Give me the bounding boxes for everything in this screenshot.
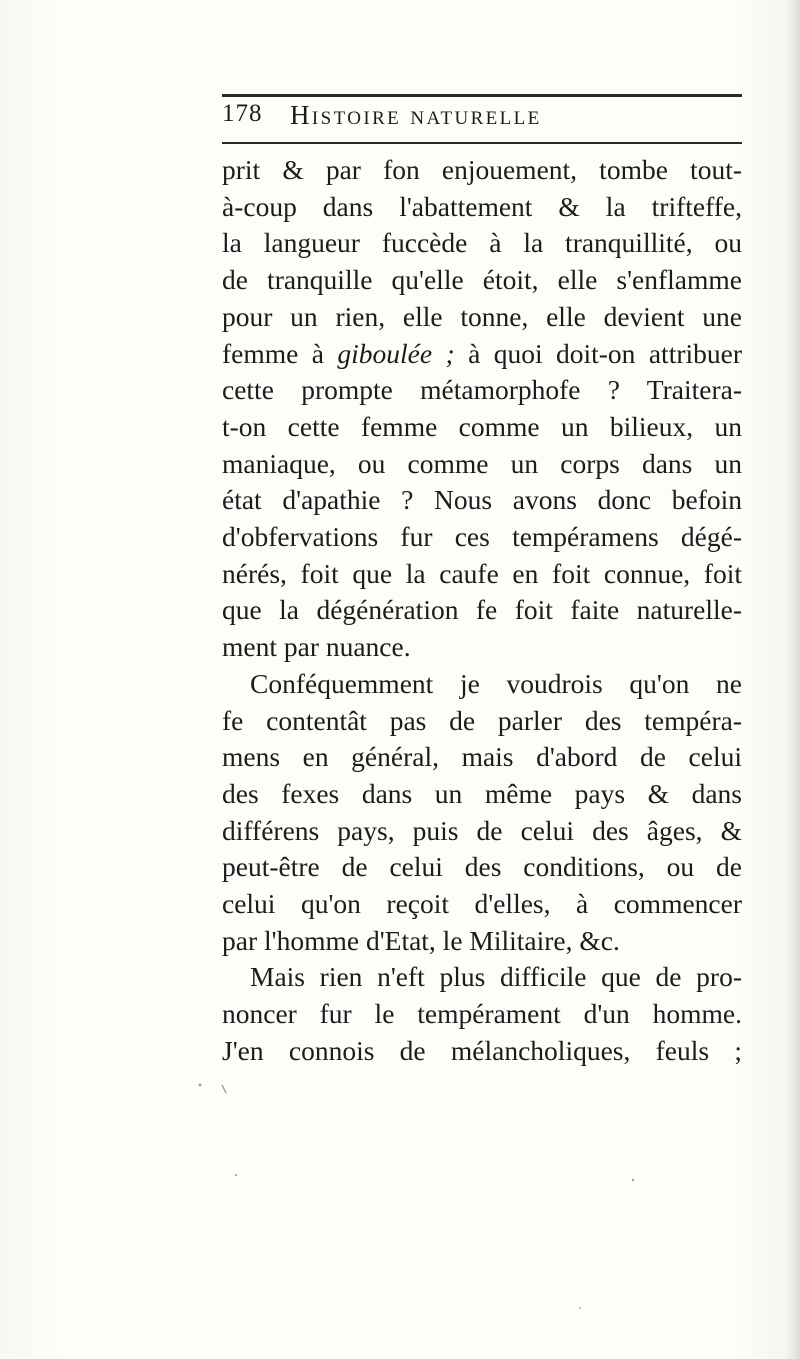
paper-speck	[235, 1174, 237, 1176]
text-line: cette prompte métamorphofe ? Traitera-	[222, 374, 742, 406]
text-line: que la dégénération fe foit faite naturelle-	[222, 594, 742, 626]
text-line: Conféquemment je voudrois qu'on ne	[250, 667, 742, 699]
text-line: mens en général, mais d'abord de celui	[222, 741, 742, 773]
text-line: maniaque, ou comme un corps dans un	[222, 447, 742, 479]
text-line: pour un rien, elle tonne, elle devient une	[222, 300, 742, 332]
text-line: fe contentât pas de parler des tempéra-	[222, 704, 742, 736]
text-line: par l'homme d'Etat, le Militaire, &c.	[222, 924, 620, 956]
page-number: 178	[222, 100, 263, 127]
text-line: prit & par fon enjouement, tombe tout-	[222, 154, 742, 185]
text-line: la langueur fuccède à la tranquillité, ou	[222, 227, 742, 259]
paper-speck	[632, 1179, 634, 1181]
text-line: d'obfervations fur ces tempéramens dégé-	[222, 521, 742, 553]
text-line: à-coup dans l'abattement & la trifteffe,	[222, 190, 742, 222]
text-line: peut-être de celui des conditions, ou de	[222, 851, 742, 883]
text-run: à quoi doit-on attribuer	[454, 337, 742, 369]
text-line: ment par nuance.	[222, 631, 411, 663]
text-line: nérés, foit que la caufe en foit connue, foit	[222, 557, 742, 589]
text-line: t-on cette femme comme un bilieux, un	[222, 410, 742, 442]
text-line: de tranquille qu'elle étoit, elle s'enflamme	[222, 264, 742, 296]
text-line: état d'apathie ? Nous avons donc befoin	[222, 484, 742, 516]
text-line: des fexes dans un même pays & dans	[222, 777, 742, 809]
running-title: Histoire naturelle	[290, 100, 542, 130]
text-line: différens pays, puis de celui des âges, &	[222, 814, 742, 846]
italic-word: giboulée ;	[337, 337, 455, 369]
text-line: celui qu'on reçoit d'elles, à commencer	[222, 888, 742, 920]
text-line: J'en connois de mélancholiques, feuls ;	[222, 1034, 742, 1066]
paper-speck	[199, 1084, 202, 1087]
paper-speck	[222, 1085, 226, 1093]
text-run: femme à	[222, 337, 338, 369]
text-line: noncer fur le tempérament d'un homme.	[222, 998, 742, 1030]
text-line: Mais rien n'eft plus difficile que de pro-	[250, 961, 742, 993]
paper-speck	[579, 1307, 581, 1309]
